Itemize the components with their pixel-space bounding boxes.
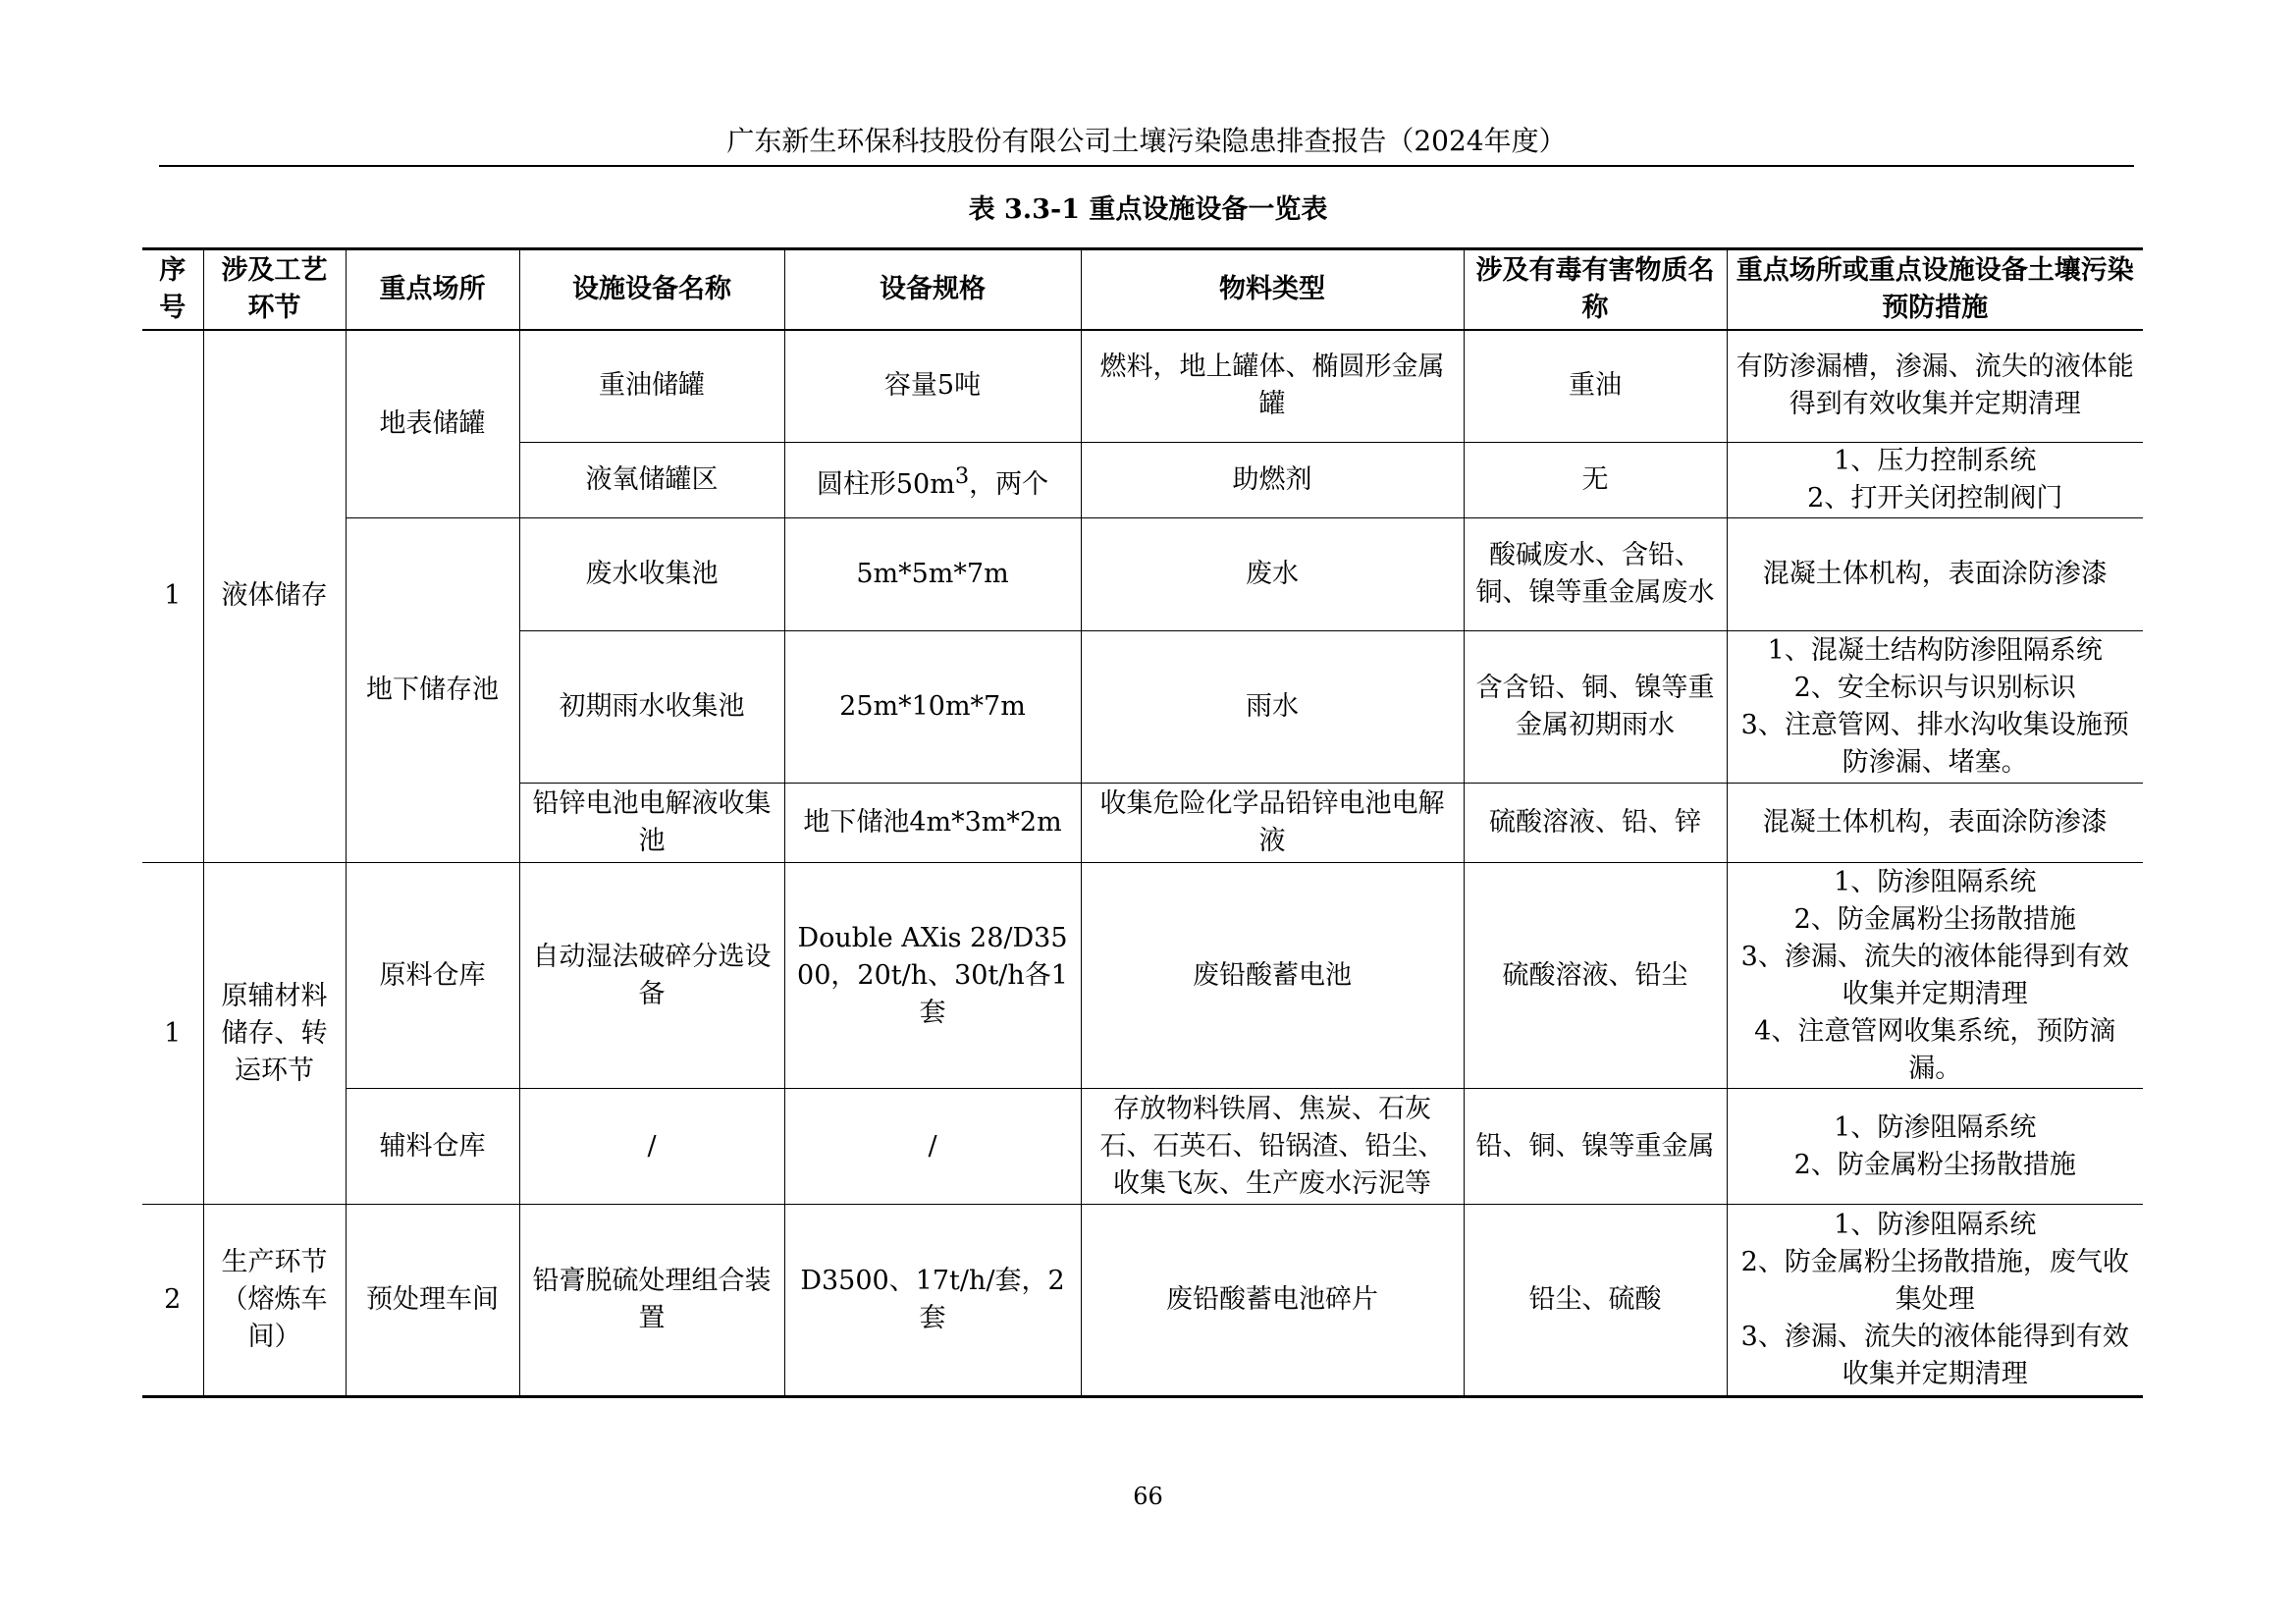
cell-measures (1727, 443, 2143, 518)
facility-table (142, 247, 2143, 1398)
table-header-row (142, 249, 2143, 330)
cell-material: 收集危险化学品铅锌电池电解液 (1081, 784, 1464, 863)
cell-equipment: 铅锌电池电解液收集池 (519, 784, 784, 863)
cell-equipment: 重油储罐 (519, 330, 784, 443)
cell-spec: 圆柱形$50m^3$，两个 (784, 443, 1081, 518)
measure-line: 2、防金属粉尘扬散措施，废气收集处理 (1740, 1247, 2129, 1315)
table-row (142, 1205, 2143, 1397)
table-row (142, 518, 2143, 631)
cell-spec: 容量5吨 (784, 330, 1081, 443)
col-header-spec: 设备规格 (784, 249, 1081, 330)
cell-process: 原辅材料储存、转运环节 (203, 863, 346, 1205)
col-header-hazard: 涉及有毒有害物质名称 (1464, 249, 1727, 330)
cell-spec: D3500、17t/h/套，2套 (784, 1205, 1081, 1397)
page-header: 广东新生环保科技股份有限公司土壤污染隐患排查报告（2024年度） (159, 116, 2134, 167)
measure-line: 2、安全标识与识别标识 (1793, 673, 2076, 703)
cell-spec: 地下储池4m*3m*2m (784, 784, 1081, 863)
cell-equipment: / (519, 1089, 784, 1205)
cell-hazard: 铅、铜、镍等重金属 (1464, 1089, 1727, 1205)
cell-place: 地下储存池 (346, 518, 519, 863)
cell-material: 雨水 (1081, 631, 1464, 784)
measure-line: 1、防渗阻隔系统 (1834, 1111, 2037, 1143)
cell-hazard: 含含铅、铜、镍等重金属初期雨水 (1464, 631, 1727, 784)
cell-material: 废水 (1081, 518, 1464, 631)
cell-process: 生产环节（熔炼车间） (203, 1205, 346, 1397)
measure-line: 1、防渗阻隔系统 (1834, 1210, 2037, 1240)
cell-place: 地表储罐 (346, 330, 519, 518)
cell-spec: Double AXis 28/D3500，20t/h、30t/h各1套 (784, 863, 1081, 1089)
cell-measures: 混凝土体机构，表面涂防渗漆 (1727, 784, 2143, 863)
cell-hazard: 重油 (1464, 330, 1727, 443)
cell-hazard: 硫酸溶液、铅、锌 (1464, 784, 1727, 863)
cell-measures (1727, 631, 2143, 784)
col-header-process: 涉及工艺环节 (203, 249, 346, 330)
cell-material: 燃料，地上罐体、椭圆形金属罐 (1081, 330, 1464, 443)
cell-material: 存放物料铁屑、焦炭、石灰石、石英石、铅锅渣、铅尘、收集飞灰、生产废水污泥等 (1081, 1089, 1464, 1205)
cell-material: 助燃剂 (1081, 443, 1464, 518)
col-header-equipment: 设施设备名称 (519, 249, 784, 330)
cell-equipment: 自动湿法破碎分选设备 (519, 863, 784, 1089)
cell-measures (1727, 863, 2143, 1089)
cell-equipment: 废水收集池 (519, 518, 784, 631)
measure-line: 2、防金属粉尘扬散措施 (1793, 1149, 2076, 1180)
cell-hazard: 无 (1464, 443, 1727, 518)
cell-spec: 5m*5m*7m (784, 518, 1081, 631)
cell-hazard: 铅尘、硫酸 (1464, 1205, 1727, 1397)
measure-line: 2、打开关闭控制阀门 (1807, 483, 2063, 514)
cell-no: 1 (142, 863, 203, 1205)
cell-no: 2 (142, 1205, 203, 1397)
cell-hazard: 酸碱废水、含铅、铜、镍等重金属废水 (1464, 518, 1727, 631)
cell-place: 预处理车间 (346, 1205, 519, 1397)
measure-line: 3、注意管网、排水沟收集设施预防渗漏、堵塞。 (1740, 710, 2129, 778)
cell-material: 废铅酸蓄电池碎片 (1081, 1205, 1464, 1397)
page-number: 66 (1133, 1483, 1163, 1510)
cell-material: 废铅酸蓄电池 (1081, 863, 1464, 1089)
cell-measures: 有防渗漏槽，渗漏、流失的液体能得到有效收集并定期清理 (1727, 330, 2143, 443)
measure-line: 3、渗漏、流失的液体能得到有效收集并定期清理 (1740, 941, 2129, 1009)
cell-spec: 25m*10m*7m (784, 631, 1081, 784)
cell-measures: 混凝土体机构，表面涂防渗漆 (1727, 518, 2143, 631)
cell-equipment: 铅膏脱硫处理组合装置 (519, 1205, 784, 1397)
measure-line: 1、防渗阻隔系统 (1834, 866, 2037, 897)
cell-equipment: 液氧储罐区 (519, 443, 784, 518)
cell-measures (1727, 1089, 2143, 1205)
col-header-no: 序号 (142, 249, 203, 330)
measure-line: 1、混凝土结构防渗阻隔系统 (1767, 635, 2103, 666)
cell-hazard: 硫酸溶液、铅尘 (1464, 863, 1727, 1089)
table-row (142, 863, 2143, 1089)
measure-line: 3、渗漏、流失的液体能得到有效收集并定期清理 (1740, 1322, 2129, 1389)
cell-process: 液体储存 (203, 330, 346, 863)
cell-measures (1727, 1205, 2143, 1397)
measure-line: 1、压力控制系统 (1834, 446, 2037, 476)
col-header-place: 重点场所 (346, 249, 519, 330)
table-row (142, 1089, 2143, 1205)
cell-equipment: 初期雨水收集池 (519, 631, 784, 784)
col-header-material: 物料类型 (1081, 249, 1464, 330)
cell-spec: / (784, 1089, 1081, 1205)
measure-line: 4、注意管网收集系统，预防滴漏。 (1754, 1015, 2116, 1084)
cell-place: 原料仓库 (346, 863, 519, 1089)
cell-no: 1 (142, 330, 203, 863)
measure-line: 2、防金属粉尘扬散措施 (1793, 903, 2076, 935)
col-header-measures: 重点场所或重点设施设备土壤污染预防措施 (1727, 249, 2143, 330)
table-title: 表 3.3-1 重点设施设备一览表 (968, 194, 1328, 225)
table-row (142, 330, 2143, 443)
cell-place: 辅料仓库 (346, 1089, 519, 1205)
